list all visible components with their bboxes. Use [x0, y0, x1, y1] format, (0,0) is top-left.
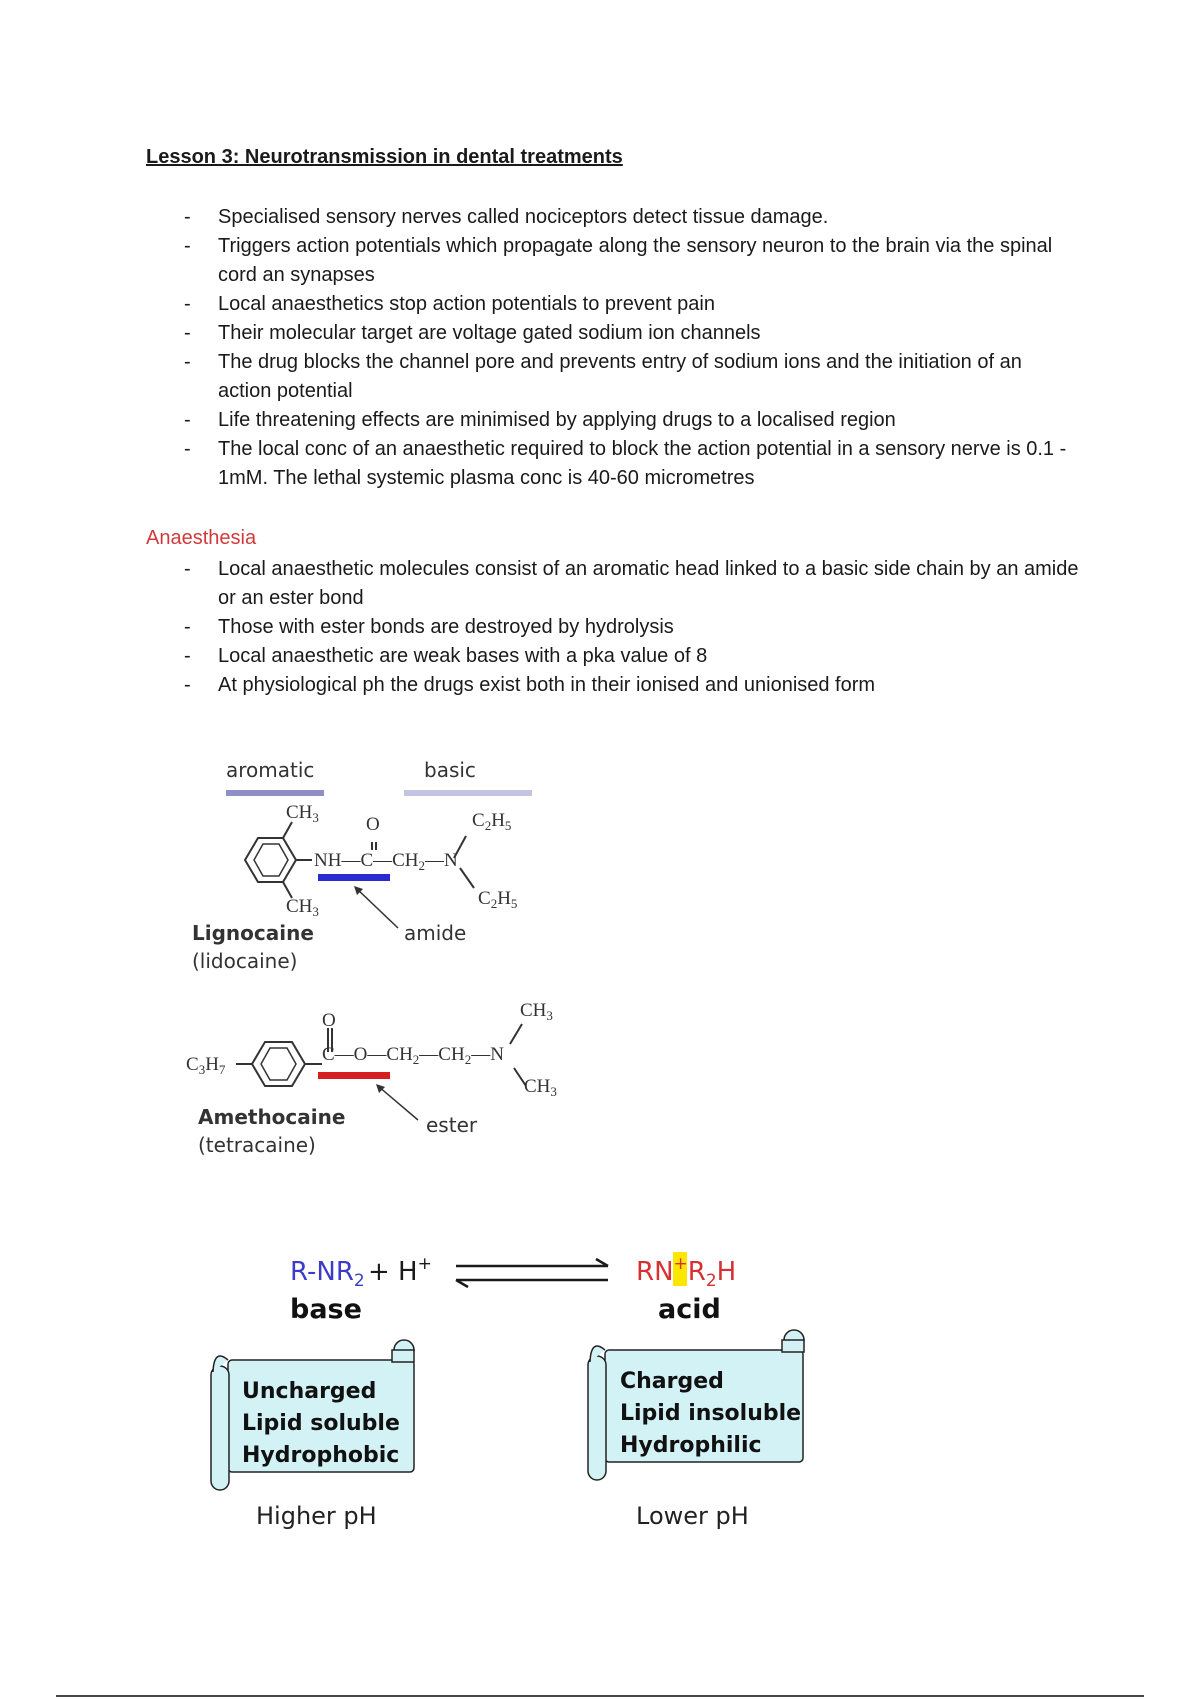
- left-box-line-1: Uncharged: [242, 1379, 377, 1404]
- lignocaine-name: Lignocaine: [192, 921, 314, 945]
- lignocaine-alt-name: (lidocaine): [192, 949, 298, 973]
- base-formula: $R-NR_2$: [290, 1257, 365, 1291]
- list-item: - Local anaesthetic molecules consist of an aromatic head linked to a basic side chain by an amide or an ester bond: [180, 555, 1080, 613]
- basic-bar: [404, 790, 532, 796]
- list-item: - The local conc of an anaesthetic required to block the action potential in a sensory nerve is 0.1 - 1mM. The lethal systemic plasma conc is 40-60 micrometres: [180, 435, 1080, 493]
- list-item: - Their molecular target are voltage gated sodium ion channels: [180, 319, 1080, 348]
- ch3-bottom-label: $CH_3$: [286, 896, 319, 919]
- lower-ph-label: Lower pH: [636, 1502, 749, 1530]
- list-item: - The drug blocks the channel pore and prevents entry of sodium ions and the initiation of an action potential: [180, 348, 1080, 406]
- ester-chain-label: $C—O—CH_2—CH_2—N$: [322, 1044, 504, 1067]
- equilibrium-arrows: [456, 1259, 608, 1287]
- list-item: - Local anaesthetics stop action potentials to prevent pain: [180, 290, 1080, 319]
- base-label: base: [290, 1294, 362, 1325]
- label-ester: ester: [426, 1113, 478, 1137]
- list-item: - Triggers action potentials which propagate along the sensory neuron to the brain via the spinal cord an synapses: [180, 232, 1080, 290]
- ch3-top-label: $CH_3$: [286, 802, 319, 825]
- label-amide: amide: [404, 921, 467, 945]
- c2h5-top-label: $C_2H_5$: [472, 810, 512, 833]
- ester-carbonyl-o-label: O: [322, 1010, 336, 1031]
- lesson-title: Lesson 3: Neurotransmission in dental treatments: [146, 146, 623, 168]
- right-box-line-2: Lipid insoluble: [620, 1401, 802, 1426]
- list-item: - Local anaesthetic are weak bases with a pka value of 8: [180, 642, 1080, 671]
- c2h5-bottom-label: $C_2H_5$: [478, 888, 518, 911]
- ester-bar: [318, 1072, 390, 1079]
- higher-ph-label: Higher pH: [256, 1502, 377, 1530]
- amethocaine-alt-name: (tetracaine): [198, 1133, 316, 1157]
- right-box-line-3: Hydrophilic: [620, 1433, 762, 1458]
- aromatic-bar: [226, 790, 324, 796]
- list-item: - Life threatening effects are minimised by applying drugs to a localised region: [180, 406, 1080, 435]
- ch3-lower-n-label: $CH_3$: [524, 1076, 557, 1099]
- list-item: - At physiological ph the drugs exist both in their ionised and unionised form: [180, 671, 1080, 700]
- ch3-upper-n-label: $CH_3$: [520, 1000, 553, 1023]
- list-item: - Specialised sensory nerves called nociceptors detect tissue damage.: [180, 203, 1080, 232]
- label-aromatic: aromatic: [226, 758, 315, 782]
- ester-pointer-line: [378, 1086, 418, 1120]
- left-box-line-3: Hydrophobic: [242, 1443, 400, 1468]
- amide-chain-label: $NH—C—CH_2—N$: [314, 850, 458, 873]
- list-item: - Those with ester bonds are destroyed by hydrolysis: [180, 613, 1080, 642]
- acid-formula: $RN^+R_2H$: [636, 1254, 737, 1291]
- right-box-line-1: Charged: [620, 1369, 724, 1394]
- section-heading-anaesthesia: Anaesthesia: [146, 527, 257, 549]
- amide-pointer-line: [356, 888, 398, 928]
- amethocaine-name: Amethocaine: [198, 1105, 346, 1129]
- amide-bar: [318, 874, 390, 881]
- acid-label: acid: [658, 1294, 721, 1325]
- plus-h-ion: + H+: [368, 1254, 432, 1287]
- left-box-line-2: Lipid soluble: [242, 1411, 400, 1436]
- label-basic: basic: [424, 758, 476, 782]
- carbonyl-o-label: O: [366, 814, 380, 835]
- c3h7-label: $C_3H_7$: [186, 1054, 226, 1077]
